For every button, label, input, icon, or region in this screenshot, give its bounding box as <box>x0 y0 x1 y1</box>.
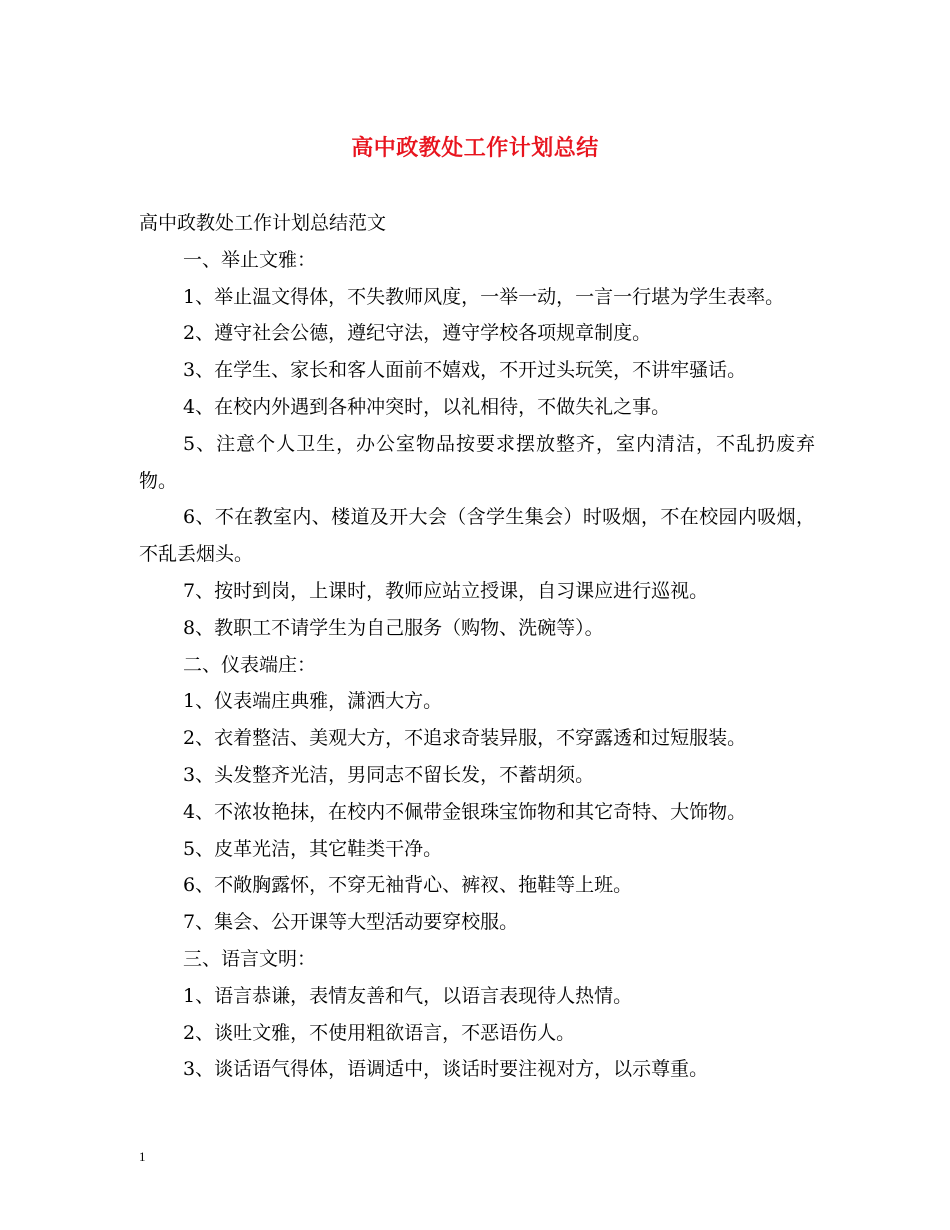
paragraph: 6、不在教室内、楼道及开大会（含学生集会）时吸烟，不在校园内吸烟，不乱丢烟头。 <box>139 506 815 566</box>
paragraph: 3、在学生、家长和客人面前不嬉戏，不开过头玩笑，不讲牢骚话。 <box>183 359 747 382</box>
paragraph: 8、教职工不请学生为自己服务（购物、洗碗等）。 <box>183 616 604 639</box>
paragraph: 5、皮革光洁，其它鞋类干净。 <box>183 837 443 860</box>
document-title: 高中政教处工作计划总结 <box>351 135 599 161</box>
paragraph: 5、注意个人卫生，办公室物品按要求摆放整齐，室内清洁，不乱扔废弃物。 <box>139 432 815 492</box>
page-number: 1 <box>139 1149 146 1164</box>
paragraph: 1、语言恭谦，表情友善和气，以语言表现待人热情。 <box>183 984 633 1007</box>
paragraph: 4、不浓妆艳抹，在校内不佩带金银珠宝饰物和其它奇特、大饰物。 <box>183 800 747 823</box>
section-heading: 二、仪表端庄： <box>183 653 317 676</box>
paragraph: 高中政教处工作计划总结范文 <box>139 212 387 234</box>
paragraph: 2、衣着整洁、美观大方，不追求奇装异服，不穿露透和过短服装。 <box>183 727 747 750</box>
section-heading: 一、举止文雅： <box>183 248 317 271</box>
paragraph: 2、谈吐文雅，不使用粗欲语言，不恶语伤人。 <box>183 1021 576 1044</box>
paragraph: 4、在校内外遇到各种冲突时，以礼相待，不做失礼之事。 <box>183 395 671 418</box>
paragraph: 6、不敞胸露怀，不穿无袖背心、裤衩、拖鞋等上班。 <box>183 874 633 897</box>
section-heading: 三、语言文明： <box>183 947 317 970</box>
paragraph: 7、集会、公开课等大型活动要穿校服。 <box>183 911 519 934</box>
paragraph: 1、举止温文得体，不失教师风度，一举一动，一言一行堪为学生表率。 <box>183 285 785 308</box>
paragraph: 3、谈话语气得体，语调适中，谈话时要注视对方，以示尊重。 <box>183 1058 709 1081</box>
document-body <box>139 205 815 1088</box>
paragraph: 2、遵守社会公德，遵纪守法，遵守学校各项规章制度。 <box>183 322 652 345</box>
paragraph: 1、仪表端庄典雅，潇洒大方。 <box>183 690 443 713</box>
paragraph: 7、按时到岗，上课时，教师应站立授课，自习课应进行巡视。 <box>183 579 709 602</box>
paragraph: 3、头发整齐光洁，男同志不留长发，不蓄胡须。 <box>183 763 595 786</box>
